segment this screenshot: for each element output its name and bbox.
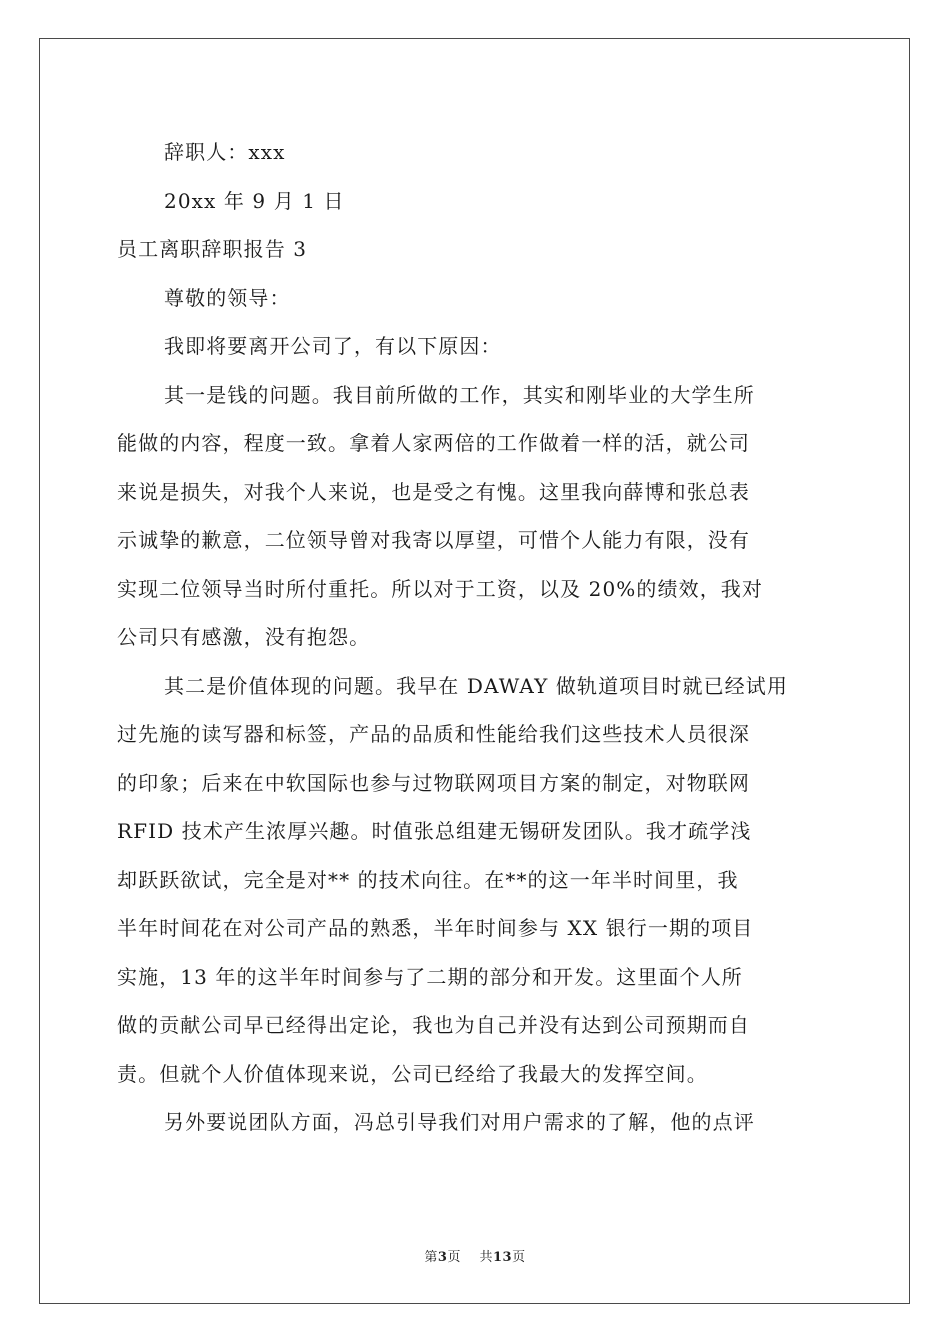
body-line: 过先施的读写器和标签，产品的品质和性能给我们这些技术人员很深 (117, 722, 750, 746)
footer-current-page: 3 (437, 1250, 448, 1265)
date-line: 20xx 年 9 月 1 日 (164, 188, 345, 213)
salutation: 尊敬的领导： (164, 285, 291, 310)
body-line: 我即将要离开公司了，有以下原因： (164, 334, 502, 358)
body-line: 另外要说团队方面，冯总引导我们对用户需求的了解，他的点评 (164, 1110, 755, 1134)
body-line: 责。但就个人价值体现来说，公司已经给了我最大的发挥空间。 (117, 1061, 708, 1086)
signature-line: 辞职人：xxx (164, 140, 286, 164)
body-line: 做的贡献公司早已经得出定论，我也为自己并没有达到公司预期而自 (117, 1013, 750, 1037)
body-line: 来说是损失，对我个人来说，也是受之有愧。这里我向薛博和张总表 (117, 479, 750, 504)
footer-middle: 页 共 (447, 1250, 493, 1265)
body-lines (117, 322, 833, 1147)
footer-prefix: 第 (424, 1250, 438, 1265)
footer-total-pages: 13 (492, 1250, 513, 1265)
body-line: 其一是钱的问题。我目前所做的工作，其实和刚毕业的大学生所 (164, 382, 755, 407)
section-title: 员工离职辞职报告 3 (117, 237, 308, 261)
body-line: 其二是价值体现的问题。我早在 DAWAY 做轨道项目时就已经试用 (164, 673, 788, 698)
body-line: 实现二位领导当时所付重托。所以对于工资，以及 20%的绩效，我对 (117, 576, 764, 601)
body-line: 却跃跃欲试，完全是对** 的技术向往。在**的这一年半时间里，我 (117, 867, 739, 892)
body-line: 半年时间花在对公司产品的熟悉，半年时间参与 XX 银行一期的项目 (117, 916, 754, 940)
page-footer (0, 1246, 950, 1265)
body-line: 公司只有感激，没有抱怨。 (117, 625, 371, 649)
body-line: 实施，13 年的这半年时间参与了二期的部分和开发。这里面个人所 (117, 964, 743, 989)
body-line: 的印象；后来在中软国际也参与过物联网项目方案的制定，对物联网 (117, 770, 750, 795)
body-line: 示诚挚的歉意，二位领导曾对我寄以厚望，可惜个人能力有限，没有 (117, 528, 750, 552)
document-body (117, 128, 833, 1147)
body-line: 能做的内容，程度一致。拿着人家两倍的工作做着一样的活，就公司 (117, 431, 750, 455)
footer-suffix: 页 (512, 1250, 526, 1265)
body-line: RFID 技术产生浓厚兴趣。时值张总组建无锡研发团队。我才疏学浅 (117, 819, 752, 843)
